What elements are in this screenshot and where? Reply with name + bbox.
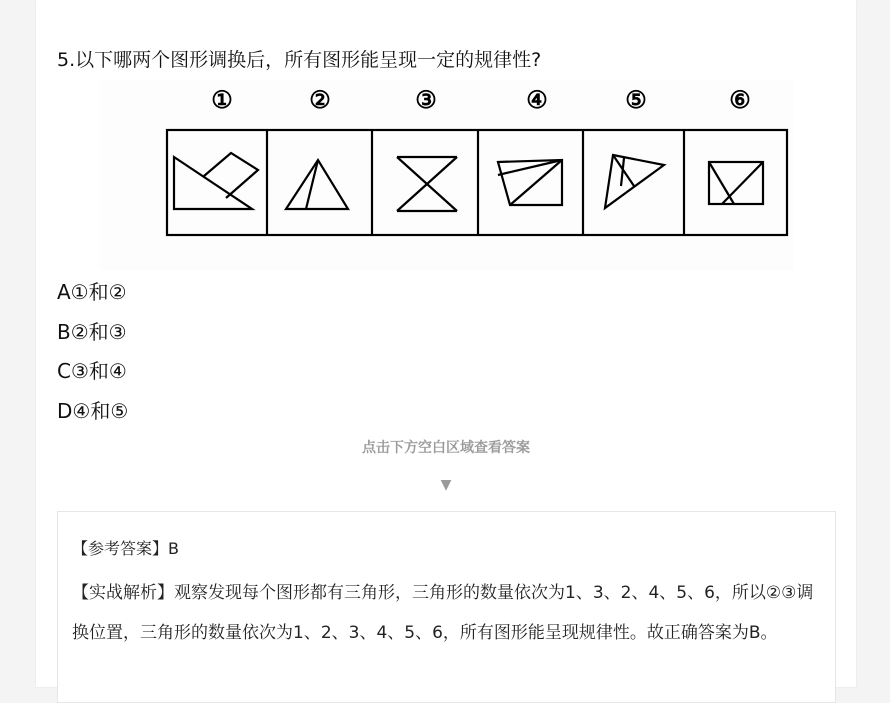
answer-analysis: 【实战解析】观察发现每个图形都有三角形，三角形的数量依次为1、3、2、4、5、6，所以②③调换位置，三角形的数量依次为1、2、3、4、5、6，所有图形能呈现规律性。故正确答案为B。 — [72, 583, 814, 643]
reference-answer: 【参考答案】B — [72, 539, 179, 558]
figure-label-5: ⑤ — [625, 85, 647, 114]
figure-label-1: ① — [211, 85, 233, 114]
figure-label-3: ③ — [415, 85, 437, 114]
answer-panel[interactable] — [57, 511, 836, 703]
reveal-answer-hint[interactable]: 点击下方空白区域查看答案 — [362, 440, 530, 456]
figure-label-2: ② — [309, 85, 331, 114]
down-arrow-icon[interactable]: ▼ — [440, 477, 452, 493]
figure-shape-6 — [709, 162, 763, 204]
figure-label-6: ⑥ — [729, 85, 751, 114]
option-d[interactable]: D④和⑤ — [57, 398, 129, 423]
figure-svg — [100, 80, 794, 270]
question-card — [36, 0, 856, 687]
option-a[interactable]: A①和② — [57, 280, 127, 304]
figure-shape-2 — [286, 160, 348, 209]
option-b[interactable]: B②和③ — [57, 319, 127, 344]
figure-shape-1 — [174, 153, 258, 209]
figure-panel — [100, 80, 794, 270]
figure-label-4: ④ — [526, 85, 548, 114]
figure-shape-5 — [605, 155, 664, 208]
option-c[interactable]: C③和④ — [57, 359, 127, 383]
question-text: 5.以下哪两个图形调换后，所有图形能呈现一定的规律性? — [57, 49, 542, 71]
option-list — [57, 273, 128, 431]
figure-shape-3 — [397, 157, 457, 211]
figure-shape-4 — [498, 160, 562, 205]
